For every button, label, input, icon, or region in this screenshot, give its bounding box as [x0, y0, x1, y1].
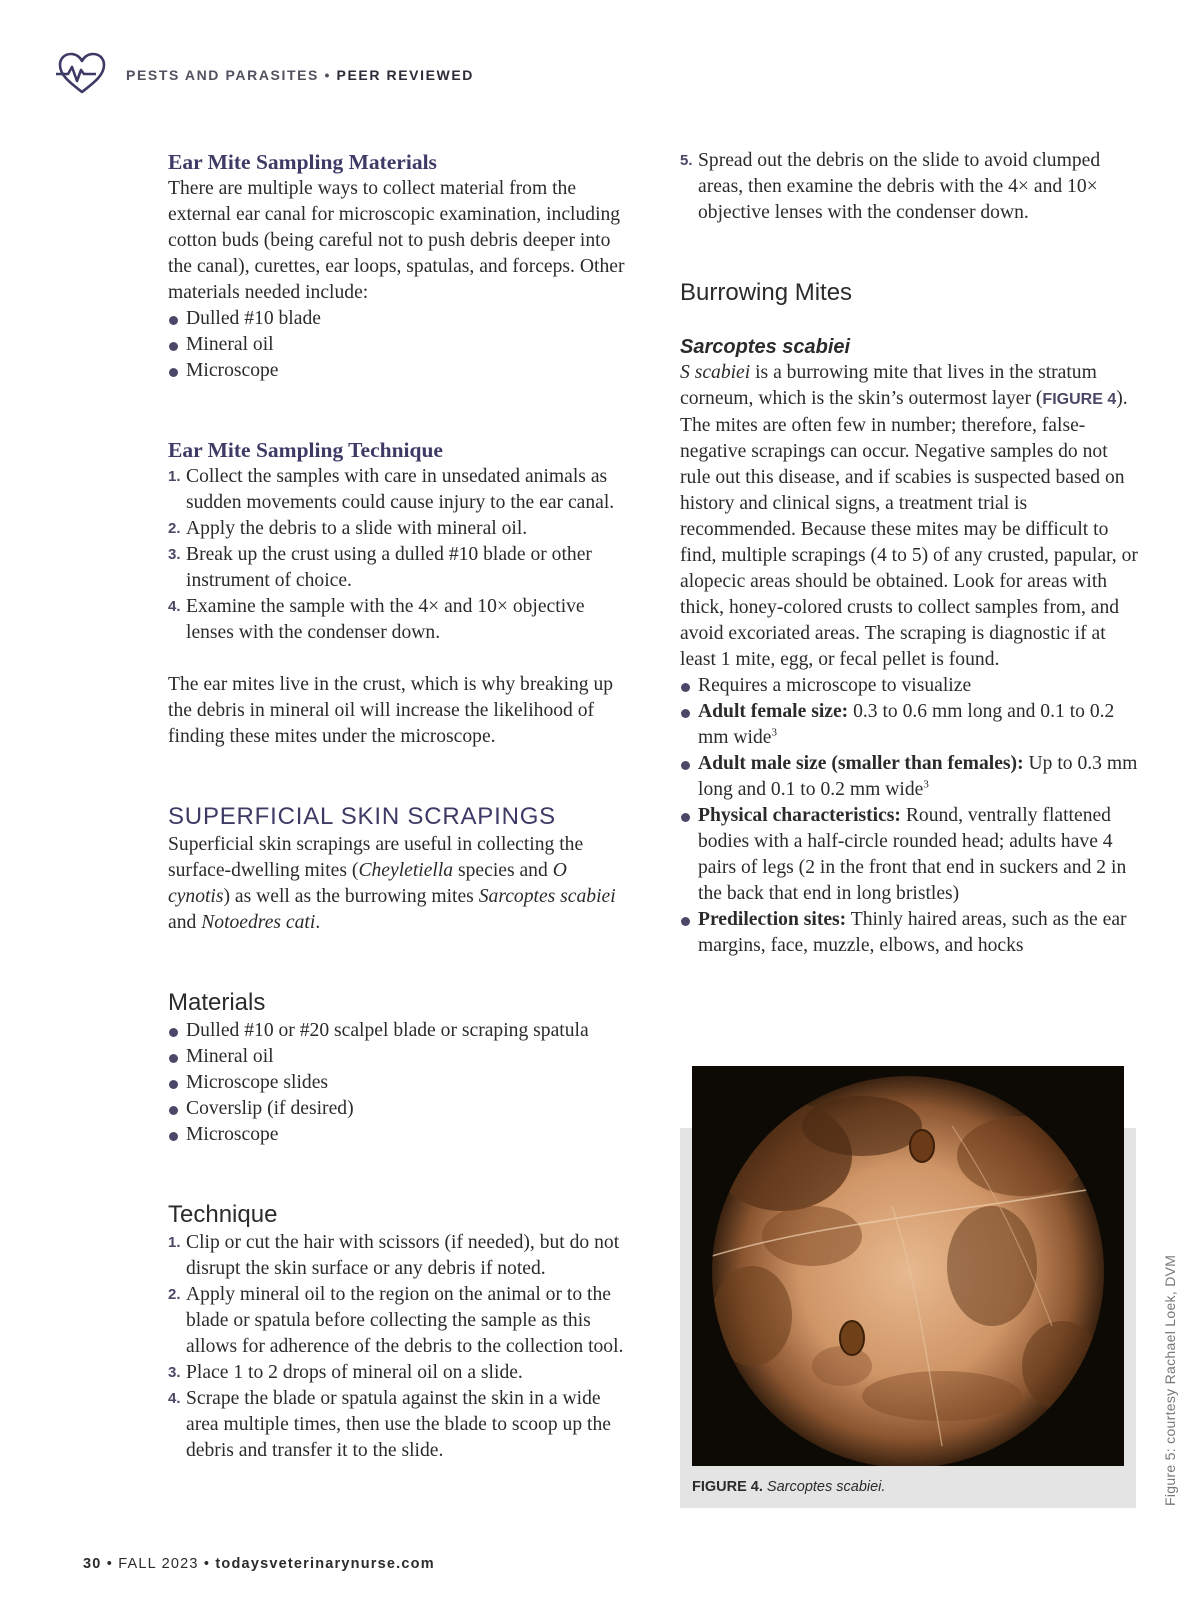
sarcoptes-facts-list [680, 673, 1138, 959]
step-number: 4. [168, 598, 181, 615]
header-text [126, 67, 474, 83]
list-item: Microscope [168, 1122, 628, 1148]
list-item: Adult female size: 0.3 to 0.6 mm long and 0.1 to 0.2 mm wide$^3$ [680, 699, 1138, 751]
technique-steps-continued [680, 148, 1138, 226]
list-item [168, 594, 628, 646]
ear-materials-intro: There are multiple ways to collect material from the external ear canal for microscopic examination, including cotton buds (being careful not to push debris deeper into the canal), curettes, ear loops, spatulas, and forceps. Other materials needed include: [168, 178, 625, 303]
step-text: Collect the samples with care in unsedated animals as sudden movements could cause injury to the ear canal. [186, 466, 615, 513]
issue-label: FALL 2023 [118, 1556, 199, 1572]
ear-materials-heading: Ear Mite Sampling Materials [168, 150, 437, 174]
list-item [168, 464, 628, 516]
list-item: Physical characteristics: Round, ventrally flattened bodies with a half-circle rounded head; adults have 4 pairs of legs (2 in the front that end in suckers and 2 in the back that end in long bristles) [680, 803, 1138, 907]
step-number: 1. [168, 468, 181, 485]
list-item: Mineral oil [168, 1044, 628, 1070]
figure-caption [692, 1479, 885, 1495]
left-column [168, 148, 628, 1464]
list-item: Adult male size (smaller than females): Up to 0.3 mm long and 0.1 to 0.2 mm wide$^3$ [680, 751, 1138, 803]
superficial-paragraph: Superficial skin scrapings are useful in collecting the surface-dwelling mites (Cheyletiella species and O cynotis) as well as the burrowing mites Sarcoptes scabiei and Notoedres cati. [168, 834, 616, 933]
header-separator: • [324, 67, 331, 83]
list-item [168, 1282, 628, 1360]
step-number: 2. [168, 520, 181, 537]
step-text: Examine the sample with the 4× and 10× objective lenses with the condenser down. [186, 596, 585, 643]
microscope-image [692, 1066, 1124, 1466]
step-text: Scrape the blade or spatula against the skin in a wide area multiple times, then use the blade to scoop up the debris and transfer it to the slide. [186, 1388, 611, 1461]
figure-caption-label: FIGURE 4. [692, 1479, 763, 1495]
sarcoptes-paragraph: S scabiei is a burrowing mite that lives in the stratum corneum, which is the skin’s outermost layer (FIGURE 4). The mites are often few in number; therefore, false-negative scrapings can occur. Negative samples do not rule out this disease, and if scabies is suspected based on history and clinical signs, a treatment trial is recommended. Because these mites may be difficult to find, multiple scrapings (4 to 5) of any crusted, papular, or alopecic areas should be obtained. Look for areas with thick, honey-colored crusts to collect samples from, and avoid excoriated areas. The scraping is diagnostic if at least 1 mite, egg, or fecal pellet is found. [680, 362, 1138, 670]
sarcoptes-heading: Sarcoptes scabiei [680, 336, 851, 358]
website-link: todaysveterinarynurse.com [215, 1556, 435, 1572]
step-number: 5. [680, 152, 693, 169]
list-item: Requires a microscope to visualize [680, 673, 1138, 699]
list-item [168, 1386, 628, 1464]
step-text: Break up the crust using a dulled #10 blade or other instrument of choice. [186, 544, 592, 591]
step-text: Apply mineral oil to the region on the animal or to the blade or spatula before collecting the sample as this allows for adherence of the debris to the collection tool. [186, 1284, 624, 1357]
list-item: Microscope [168, 358, 628, 384]
step-text: Apply the debris to a slide with mineral oil. [186, 518, 528, 539]
list-item [168, 1230, 628, 1282]
technique-heading: Technique [168, 1201, 278, 1228]
list-item: Microscope slides [168, 1070, 628, 1096]
list-item: Coverslip (if desired) [168, 1096, 628, 1122]
superficial-heading: SUPERFICIAL SKIN SCRAPINGS [168, 803, 556, 830]
heart-pulse-icon [56, 52, 108, 96]
list-item: Dulled #10 blade [168, 306, 628, 332]
step-number: 2. [168, 1286, 181, 1303]
figure-reference: FIGURE 4 [1042, 391, 1117, 408]
list-item: Mineral oil [168, 332, 628, 358]
header-section: PESTS AND PARASITES [126, 67, 319, 83]
page-footer: 30 • FALL 2023 • todaysveterinarynurse.com [83, 1556, 435, 1572]
materials-heading: Materials [168, 989, 266, 1016]
technique-steps [168, 1230, 628, 1464]
right-column [680, 148, 1138, 959]
list-item [680, 148, 1138, 226]
step-number: 4. [168, 1390, 181, 1407]
ear-materials-list [168, 306, 628, 384]
step-number: 1. [168, 1234, 181, 1251]
burrowing-heading: Burrowing Mites [680, 279, 853, 306]
figure-caption-text: Sarcoptes scabiei. [762, 1479, 886, 1495]
materials-list [168, 1018, 628, 1148]
step-number: 3. [168, 546, 181, 563]
figure-photo [692, 1066, 1124, 1466]
ear-technique-closing: The ear mites live in the crust, which is why breaking up the debris in mineral oil will increase the likelihood of finding these mites under the microscope. [168, 674, 614, 747]
step-text: Place 1 to 2 drops of mineral oil on a slide. [186, 1362, 523, 1383]
step-number: 3. [168, 1364, 181, 1381]
header-tag: PEER REVIEWED [336, 67, 474, 83]
photo-credit: Figure 5: courtesy Rachael Loek, DVM [1162, 1254, 1178, 1506]
page-number: 30 [83, 1556, 102, 1572]
list-item: Predilection sites: Thinly haired areas, such as the ear margins, face, muzzle, elbows, and hocks [680, 907, 1138, 959]
step-text: Spread out the debris on the slide to avoid clumped areas, then examine the debris with the 4× and 10× objective lenses with the condenser down. [698, 150, 1101, 223]
ear-technique-steps [168, 464, 628, 646]
step-text: Clip or cut the hair with scissors (if needed), but do not disrupt the skin surface or any debris if noted. [186, 1232, 620, 1279]
list-item [168, 542, 628, 594]
list-item [168, 516, 628, 542]
list-item: Dulled #10 or #20 scalpel blade or scraping spatula [168, 1018, 628, 1044]
list-item [168, 1360, 628, 1386]
ear-technique-heading: Ear Mite Sampling Technique [168, 438, 443, 462]
